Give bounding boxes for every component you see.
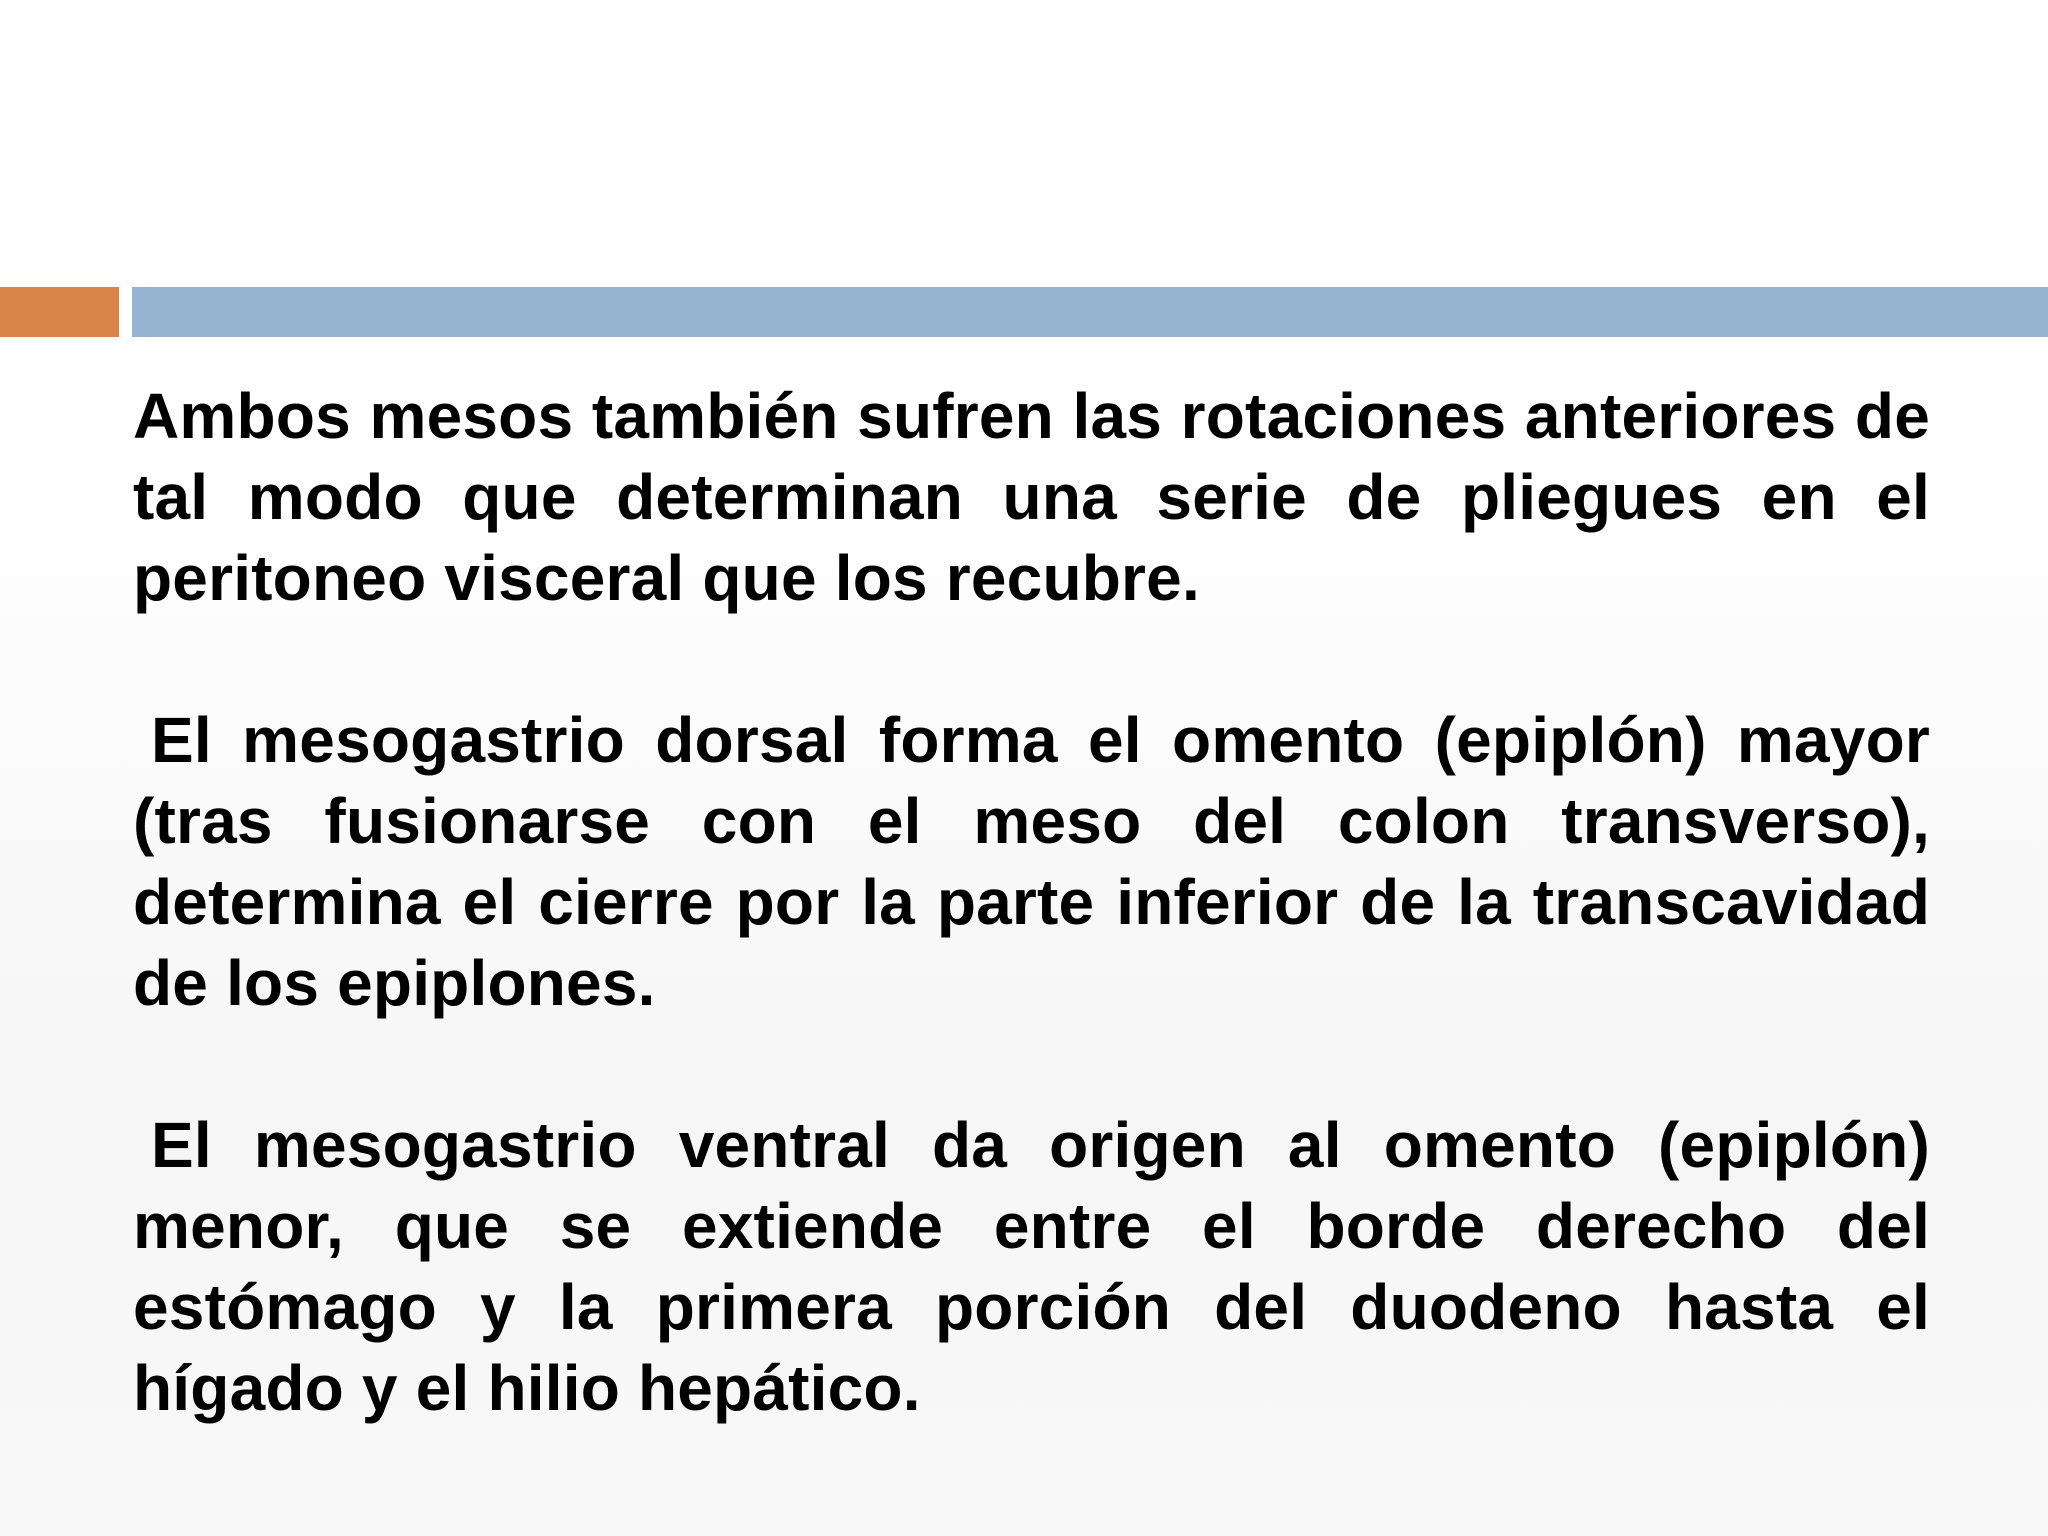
accent-bar (0, 287, 119, 337)
body-text (133, 376, 1930, 1429)
paragraph-2: El mesogastrio dorsal forma el omento (epiplón) mayor (tras fusionarse con el meso del colon transverso), determina el cierre por la parte inferior de la transcavidad de los epiplones. (133, 704, 1930, 1019)
paragraph-3: El mesogastrio ventral da origen al omento (epiplón) menor, que se extiende entre el borde derecho del estómago y la primera porción del duodeno hasta el hígado y el hilio hepático. (133, 1109, 1930, 1424)
paragraph-1: Ambos mesos también sufren las rotaciones anteriores de tal modo que determinan una serie de pliegues en el peritoneo visceral que los recubre. (133, 380, 1930, 614)
header-band (132, 287, 2048, 337)
